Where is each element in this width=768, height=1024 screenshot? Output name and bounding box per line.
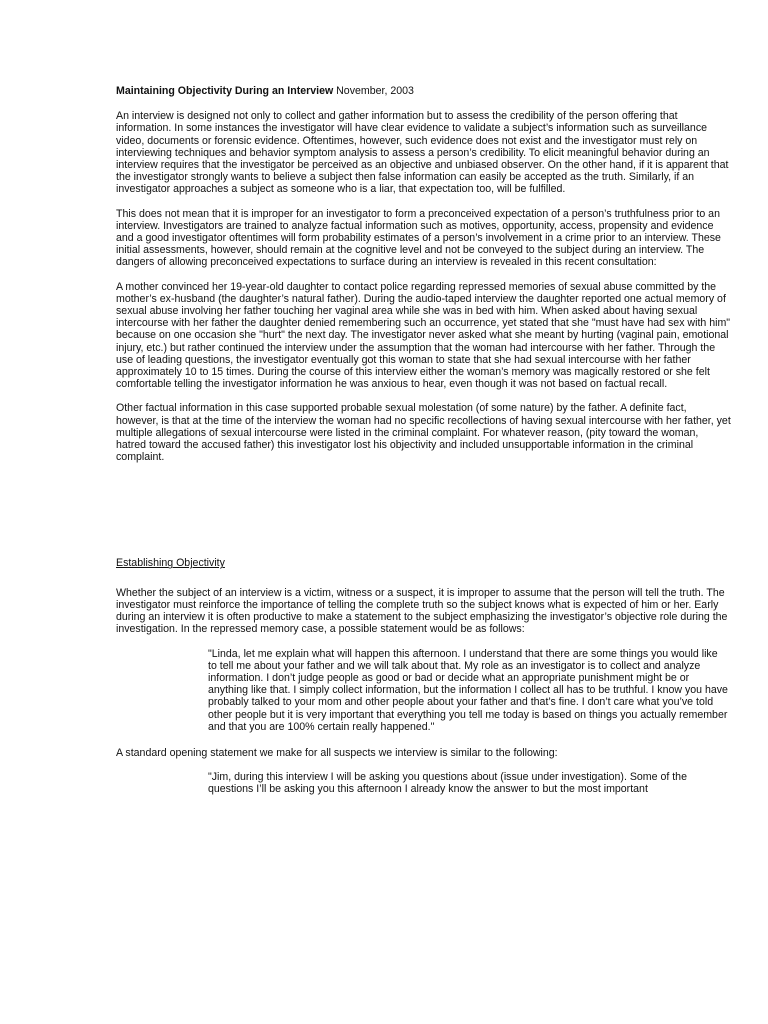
quote-jim: "Jim, during this interview I will be asking you questions about (issue under investigation). Some of the questions I’ll be asking you this afternoon I already know the answer to but the most important — [208, 771, 687, 796]
paragraph-intro: An interview is designed not only to collect and gather information but to assess the credibility of the person offering that information. In some instances the investigator will have clear evidence to validate a subject’s information such as surveillance video, documents or forensic evidence. Oftentimes, however, such evidence does not exist and the investigator must rely on interviewing techniques and behavior symptom analysis to assess a person’s credibility. To elicit meaningful behavior during an interview requires that the investigator be perceived as an objective and unbiased observer. On the other hand, if it is apparent that the investigator strongly wants to believe a subject then false information can easily be accepted as the truth. Similarly, if an investigator approaches a subject as someone who is a liar, that expectation too, will be fulfilled. — [116, 110, 729, 196]
paragraph-preconceived-expectation: This does not mean that it is improper for an investigator to form a preconceived expectation of a person’s truthfulness prior to an interview. Investigators are trained to analyze factual information such as motives, opportunity, access, propensity and evidence and a good investigator oftentimes will form probability estimates of a person’s involvement in a crime prior to an interview. These initial assessments, however, should remain at the cognitive level and not be conveyed to the subject during an interview. The dangers of allowing preconceived expectations to surface during an interview is revealed in this recent consultation: — [116, 207, 721, 269]
document-date: November, 2003 — [336, 85, 414, 97]
quote-linda: "Linda, let me explain what will happen this afternoon. I understand that there are some things you would like to tell me about your father and we will talk about that. My role as an investigator is to collect and analyze information. I don’t judge people as good or bad or decide what an appropriate punishment might be or anything like that. I simply collect information, but the information I collect all has to be truthful. I know you have probably talked to your mom and other people about your father and that’s fine. I don’t care what you’ve told other people but it is very important that everything you tell me today is based on things you actually remember and that you are 100% certain really happened." — [208, 647, 728, 733]
section-heading: Establishing Objectivity — [116, 557, 225, 570]
paragraph-case-conclusion: Other factual information in this case supported probable sexual molestation (of some nature) by the father. A definite fact, however, is that at the time of the interview the woman had no specific recollections of having sexual intercourse with her father, yet multiple allegations of sexual intercourse were listed in the criminal complaint. For whatever reason, (pity toward the woman, hatred toward the accused father) this investigator lost his objectivity and included unsupportable information in the criminal complaint. — [116, 402, 731, 464]
document-title: Maintaining Objectivity During an Interview — [116, 85, 334, 97]
paragraph-case-example: A mother convinced her 19-year-old daughter to contact police regarding repressed memories of sexual abuse committed by the mother’s ex-husband (the daughter’s natural father). During the audio-taped interview the daughter reported one actual memory of sexual abuse involving her father touching her vaginal area while she was in bed with him. When asked about having sexual intercourse with her father the daughter denied remembering such an occurrence, yet stated that she "must have had sex with him" because on one occasion she "hurt" the next day. The investigator never asked what she meant by hurting (vaginal pain, emotional injury, etc.) but rather continued the interview under the assumption that the woman had intercourse with her father. Through the use of leading questions, the investigator eventually got this woman to state that she had sexual intercourse with her father approximately 10 to 15 times. During the course of this interview either the woman’s memory was magically restored or she felt comfortable telling the investigator information he was anxious to hear, even though it was not based on factual recall. — [116, 280, 731, 391]
title-line — [116, 85, 731, 97]
page-gap — [116, 475, 731, 557]
section-paragraph-1: Whether the subject of an interview is a victim, witness or a suspect, it is improper to assume that the person will tell the truth. The investigator must reinforce the importance of telling the complete truth so the subject knows what is expected of him or her. Early during an interview it is often productive to make a statement to the subject emphasizing the investigator’s objective role during the investigation. In the repressed memory case, a possible statement would be as follows: — [116, 586, 728, 636]
document-page — [116, 85, 731, 810]
section-paragraph-2: A standard opening statement we make for all suspects we interview is similar to the following: — [116, 746, 558, 759]
